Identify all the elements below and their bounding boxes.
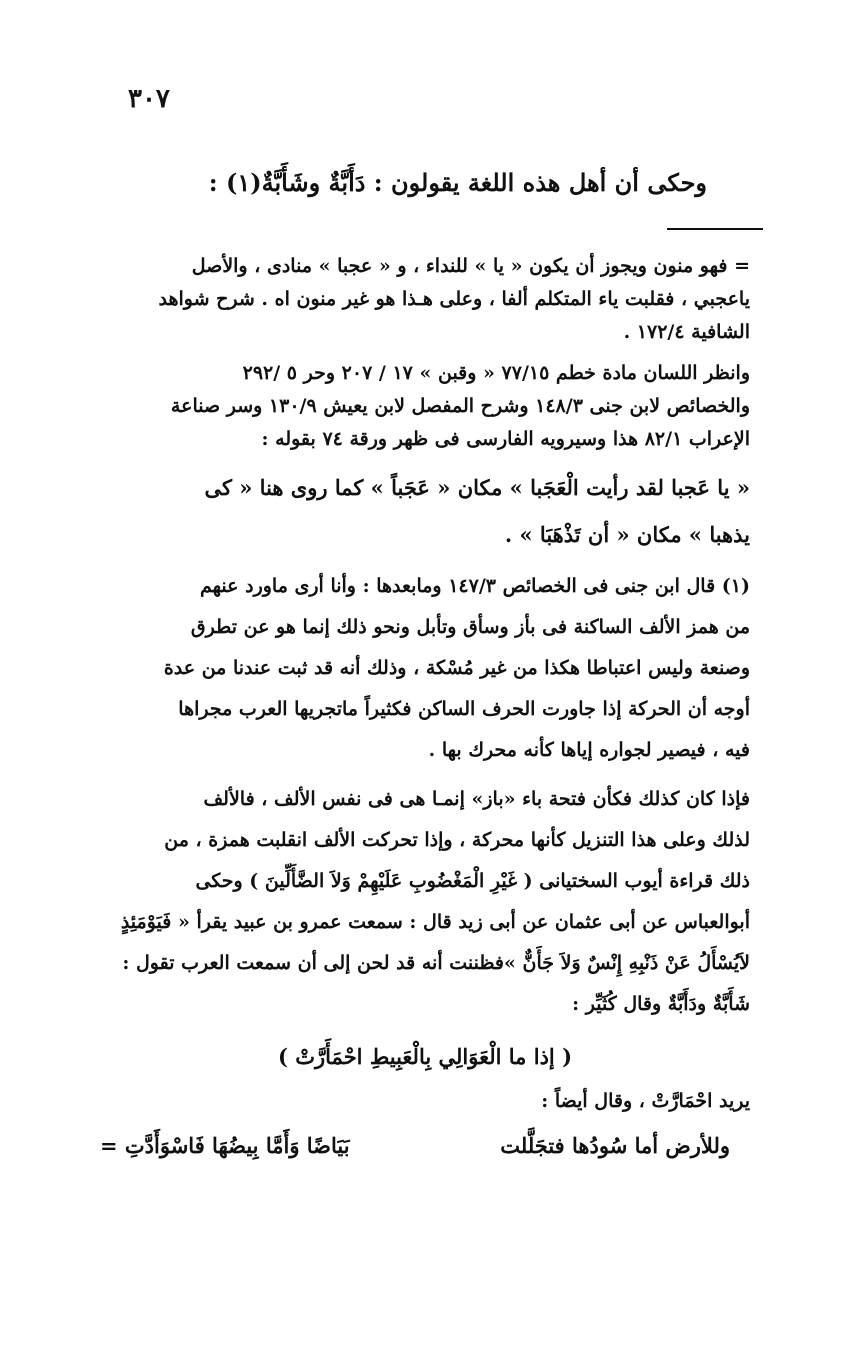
poem-block — [100, 1033, 750, 1171]
footnote-line: أبوالعباس عن أبى عثمان عن أبى زيد قال : سمعت عمرو بن عبيد يقرأ « فَيَوْمَئِذٍ — [120, 911, 750, 933]
footnote-line: لذلك وعلى هذا التنزيل كأنها محركة ، وإذا تحركت الألف انقلبت همزة ، من — [164, 829, 750, 851]
footnote-line: شَأَبَّةٌ ودَأَبَّةٌ وقال كُثَيِّر : — [572, 993, 750, 1015]
footnote-line: الإعراب ٨٢/١ هذا وسيرويه الفارسى فى ظهر ورقة ٧٤ بقوله : — [261, 428, 750, 450]
footnote-line: ذلك قراءة أيوب السختيانى ( غَيْرِ الْمَغْضُوبِ عَلَيْهِمْ وَلاَ الضَّأَلِّينَ ) وحكى — [195, 870, 750, 892]
footnote-line: لاَيُسْأَلُ عَنْ ذَنْبِهِ إِنْسٌ وَلاَ جَأَنٌّ »فظننت أنه قد لحن إلى أن سمعت العرب تقول : — [122, 952, 750, 974]
footnote-line: ياعجبي ، فقلبت ياء المتكلم ألفا ، وعلى هـذا هو غير منون اه . شرح شواهد — [158, 288, 750, 310]
footnote-line: « يا عَجبا لقد رأيت الْعَجَبا » مكان « عَجَباً » كما روى هنا « كى — [204, 475, 750, 500]
footnote-line: من همز الألف الساكنة فى بأز وسأق وتأبل ونحو ذلك إنما هو عن تطرق — [190, 616, 750, 638]
footnote-quote — [100, 464, 750, 558]
poem-hemistich-right: وللأرض أما سُودُها فتجَلَّلت — [500, 1133, 730, 1158]
footnote-line: (١) قال ابن جنى فى الخصائص ١٤٧/٣ ومابعدها : وأنا أرى ماورد عنهم — [200, 575, 750, 597]
poem-verse-2 — [100, 1121, 750, 1171]
footnote-references — [100, 357, 750, 456]
footnote-separator — [667, 228, 763, 230]
footnote-line: وانظر اللسان مادة خطم ٧٧/١٥ « وقبن » ١٧ / ٢٠٧ وحر ٥ /٢٩٢ — [242, 362, 750, 384]
poem-hemistich-left: بَيَاضًا وَأَمَّا بِيضُهَا فَاسْوَأَدَّتِ = — [100, 1133, 350, 1158]
footnote-1-paragraph-2 — [100, 779, 750, 1025]
poem-line-1: ( إذا ما الْعَوَالِي بِالْعَبِيطِ احْمَأَرَّتْ ) — [278, 1044, 572, 1069]
footnote-line: يذهبا » مكان « أن تَذْهَبَا » . — [504, 522, 750, 547]
main-text-line: وحكى أن أهل هذه اللغة يقولون : دَأَبَّةٌ وشَأَبَّةٌ(١) : — [208, 168, 707, 197]
page-number: ٣٠٧ — [128, 84, 170, 114]
footnotes-section — [100, 250, 750, 1179]
footnote-line: أوجه أن الحركة إذا جاورت الحرف الساكن فكثيراً ماتجريها العرب مجراها — [178, 698, 750, 720]
footnote-line: الشافية ١٧٢/٤ . — [623, 321, 750, 343]
footnote-continuation — [100, 250, 750, 349]
footnote-line: = فهو منون ويجوز أن يكون « يا » للنداء ، و « عجبا » منادى ، والأصل — [191, 255, 750, 277]
footnote-line: والخصائص لابن جنى ١٤٨/٣ وشرح المفصل لابن يعيش ١٣٠/٩ وسر صناعة — [170, 395, 750, 417]
footnote-line: يريد احْمَارَّتْ ، وقال أيضاً : — [541, 1090, 750, 1112]
footnote-line: فيه ، فيصير لجواره إياها كأنه محرك بها . — [428, 739, 750, 761]
footnote-line: وصنعة وليس اعتباطا هكذا من غير مُسْكة ، وذلك أنه قد ثبت عندنا من عدة — [163, 657, 750, 679]
footnote-1-paragraph-1 — [100, 566, 750, 771]
footnote-line: فإذا كان كذلك فكأن فتحة باء «باز» إنمـا هى فى نفس الألف ، فالألف — [203, 788, 750, 810]
